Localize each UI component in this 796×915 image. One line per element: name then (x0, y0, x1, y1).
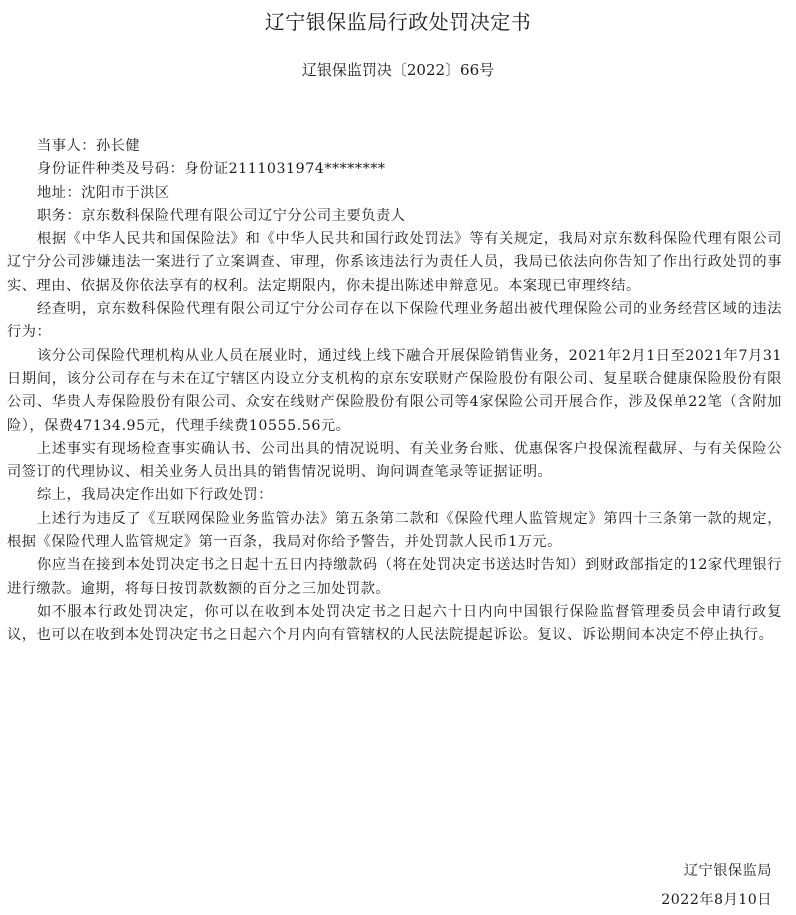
document-body (7, 135, 782, 648)
document-title: 辽宁银保监局行政处罚决定书 (264, 10, 532, 34)
paragraph-findings-intro: 经查明，京东数科保险代理有限公司辽宁分公司存在以下保险代理业务超出被代理保险公司的业务经营区域的违法行为： (7, 301, 782, 341)
paragraph-facts: 该分公司保险代理机构从业人员在展业时，通过线上线下融合开展保险销售业务，2021年2月1日至2021年7月31日期间，该分公司存在与未在辽宁辖区内设立分支机构的京东安联财产保险股份有限公司、复星联合健康保险股份有限公司、华贵人寿保险股份有限公司、众安在线财产保险股份有限公司等4家保险公司开展合作，涉及保单22笔（含附加险），保费47134.95元，代理手续费10555.56元。 (7, 347, 782, 434)
position-field: 职务：京东数科保险代理有限公司辽宁分公司主要负责人 (37, 207, 406, 224)
paragraph-appeal: 如不服本行政处罚决定，你可以在收到本处罚决定书之日起六十日内向中国银行保险监督管理委员会申请行政复议，也可以在收到本处罚决定书之日起六个月内向有管辖权的人民法院提起诉讼。复议、诉讼期间本决定不停止执行。 (7, 603, 782, 644)
document-number: 辽银保监罚决〔2022〕66号 (301, 61, 495, 79)
paragraph-evidence: 上述事实有现场检查事实确认书、公司出具的情况说明、有关业务台账、优惠保客户投保流程截屏、与有关保险公司签订的代理协议、相关业务人员出具的销售情况说明、询问调查笔录等证据证明。 (7, 440, 782, 481)
signature-date: 2022年8月10日 (661, 892, 772, 908)
paragraph-penalty: 上述行为违反了《互联网保险业务监管办法》第五条第二款和《保险代理人监管规定》第四十三条第一款的规定，根据《保险代理人监管规定》第一百条，我局对你给予警告，并处罚款人民币1万元。 (7, 510, 782, 551)
address-field: 地址：沈阳市于洪区 (37, 184, 170, 201)
paragraph-basis: 根据《中华人民共和国保险法》和《中华人民共和国行政处罚法》等有关规定，我局对京东数科保险代理有限公司辽宁分公司涉嫌违法一案进行了立案调查、审理，你系该违法行为责任人员，我局已依法向你告知了作出行政处罚的事实、理由、依据及你依法享有的权利。法定期限内，你未提出陈述申辩意见。本案现已审理终结。 (7, 231, 782, 294)
party-field: 当事人：孙长健 (37, 138, 141, 154)
signature-organization: 辽宁银保监局 (683, 863, 772, 879)
signature-block (661, 857, 772, 915)
paragraph-payment: 你应当在接到本处罚决定书之日起十五日内持缴款码（将在处罚决定书送达时告知）到财政部指定的12家代理银行进行缴款。逾期，将每日按罚款数额的百分之三加处罚款。 (7, 557, 782, 597)
paragraph-decision-intro: 综上，我局决定作出如下行政处罚： (37, 487, 273, 504)
id-info-field: 身份证件种类及号码：身份证2111031974******** (37, 161, 386, 178)
